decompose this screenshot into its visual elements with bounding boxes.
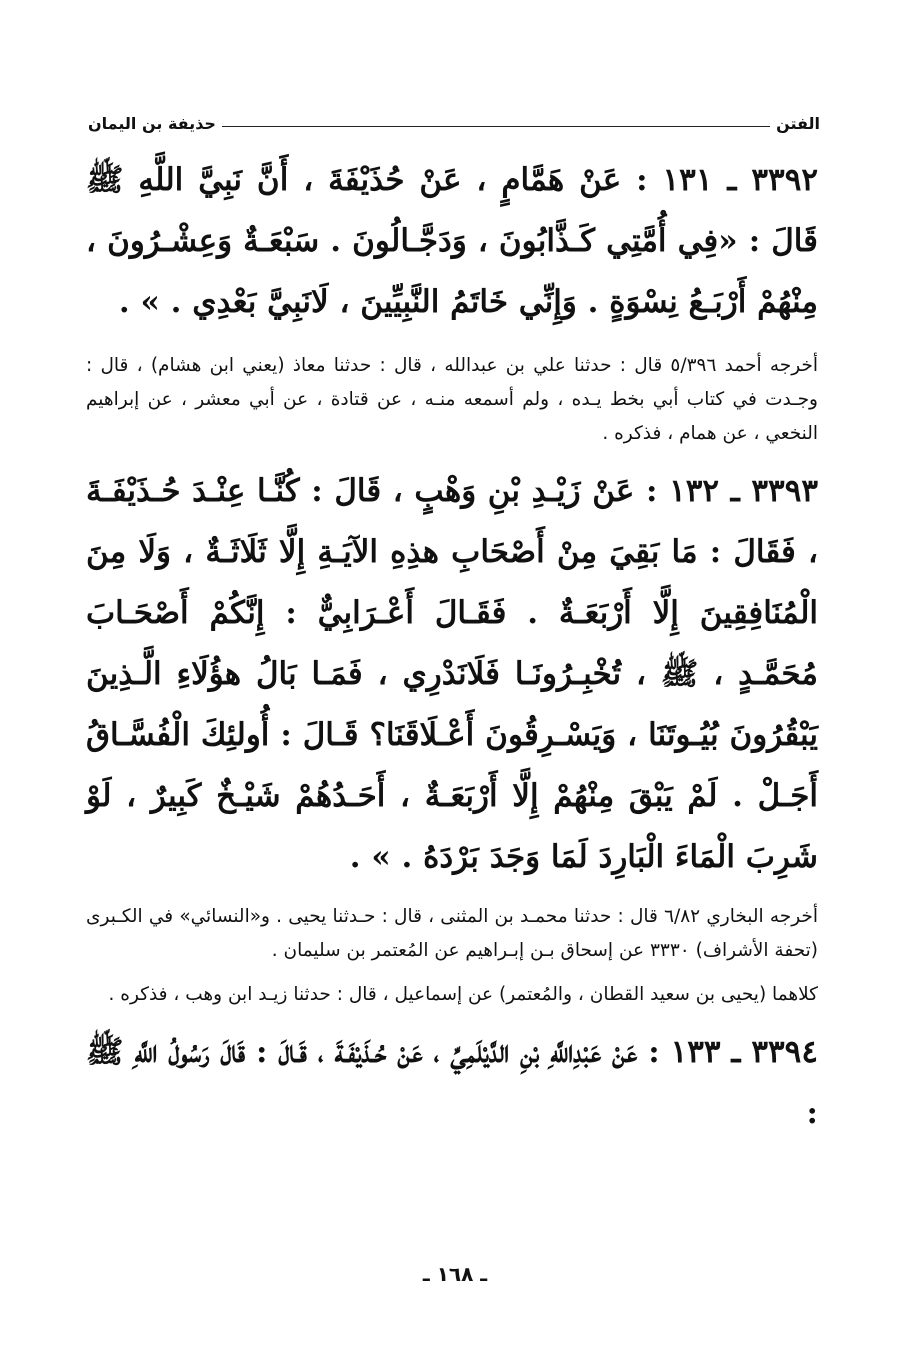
header-chapter: الفتن bbox=[776, 113, 820, 133]
takhrij-paragraph: أخرجه أحمد ٥/٣٩٦ قال : حدثنا علي بن عبدالله ، قال : حدثنا معاذ (يعني ابن هشام) ، قال : وجـدت في كتاب أبي بخط يـده ، ولم أسمعه منـه ، عن قتادة ، عن أبي معشر ، عن إبراهيم النخعي ، عن همام ، فذكره . bbox=[86, 355, 818, 444]
hadith-text: عَنْ هَمَّامٍ ، عَنْ حُذَيْفَةَ ، أَنَّ نَبِيَّ اللَّهِ ﷺ قَالَ : «فِي أُمَّتِي كَـذَّابُونَ ، وَدَجَّـالُونَ . سَبْعَـةٌ وَعِشْـرُونَ ، مِنْهُمْ أَرْبَـعُ نِسْوَةٍ . وَإِنِّي خَاتَمُ النَّبِيِّينَ ، لَانَبِيَّ بَعْدِي . » . bbox=[86, 162, 818, 320]
hadith-3392 bbox=[86, 150, 818, 333]
header-rule bbox=[222, 126, 770, 127]
hadith-3394 bbox=[86, 1022, 818, 1144]
hadith-text: عَنْ زَيْـدِ بْنِ وَهْبٍ ، قَالَ : كُنَّـا عِنْـدَ حُـذَيْفَـةَ ، فَقَالَ : مَا بَقِيَ مِنْ أَصْحَابِ هذِهِ الآيَـةِ إِلَّا ثَلَاثَـةٌ ، وَلَا مِنَ الْمُنَافِقِينَ إِلَّا أَرْبَعَـةٌ . فَقَـالَ أَعْـرَابِيٌّ : إِنَّكُمْ أَصْحَـابَ مُحَمَّـدٍ ، ﷺ ، تُخْبِـرُونَـا فَلَانَدْرِي ، فَمَـا بَالُ هؤُلَاءِ الَّـذِينَ يَبْقُرُونَ بُيُـوتَنَا ، وَيَسْـرِقُونَ أَعْـلَاقَنَا؟ قَـالَ : أُولئِكَ الْفُسَّـاقُ أَجَـلْ . لَمْ يَبْقَ مِنْهُمْ إِلَّا أَرْبَعَـةٌ ، أَحَـدُهُمْ شَيْـخٌ كَبِيرٌ ، لَوْ شَرِبَ الْمَاءَ الْبَارِدَ لَمَا وَجَدَ بَرْدَهُ . » . bbox=[86, 473, 818, 875]
hadith-3393 bbox=[86, 461, 818, 888]
takhrij-paragraph: أخرجه البخاري ٦/٨٢ قال : حدثنا محمـد بن المثنى ، قال : حـدثنا يحيى . و«النسائي» في الكـبرى (تحفة الأشراف) ٣٣٣٠ عن إسحاق بـن إبـراهيم عن المُعتمر بن سليمان . bbox=[86, 906, 818, 961]
hadith-number: ٣٣٩٤ ـ ١٣٣ : bbox=[648, 1034, 818, 1070]
takhrij-3392 bbox=[86, 349, 818, 451]
hadith-number: ٣٣٩٢ ـ ١٣١ : bbox=[636, 162, 818, 198]
page-body bbox=[86, 150, 818, 1156]
takhrij-3393 bbox=[86, 900, 818, 1012]
page-number: ـ ١٦٨ ـ bbox=[422, 1262, 488, 1286]
header-companion: حذيفة بن اليمان bbox=[88, 113, 216, 133]
takhrij-paragraph: كلاهما (يحيى بن سعيد القطان ، والمُعتمر) عن إسماعيل ، قال : حدثنا زيـد ابن وهب ، فذكره . bbox=[108, 984, 818, 1005]
hadith-text: عَنْ عَبْدِاللَّهِ بْنِ الدَّيْلَمِيِّ ، عَنْ حُـذَيْفَـةَ ، قَـالَ : قَالَ رَسُولُ اللَّهِ ﷺ : bbox=[86, 1034, 818, 1131]
running-header bbox=[88, 110, 820, 136]
hadith-number: ٣٣٩٣ ـ ١٣٢ : bbox=[646, 473, 818, 509]
